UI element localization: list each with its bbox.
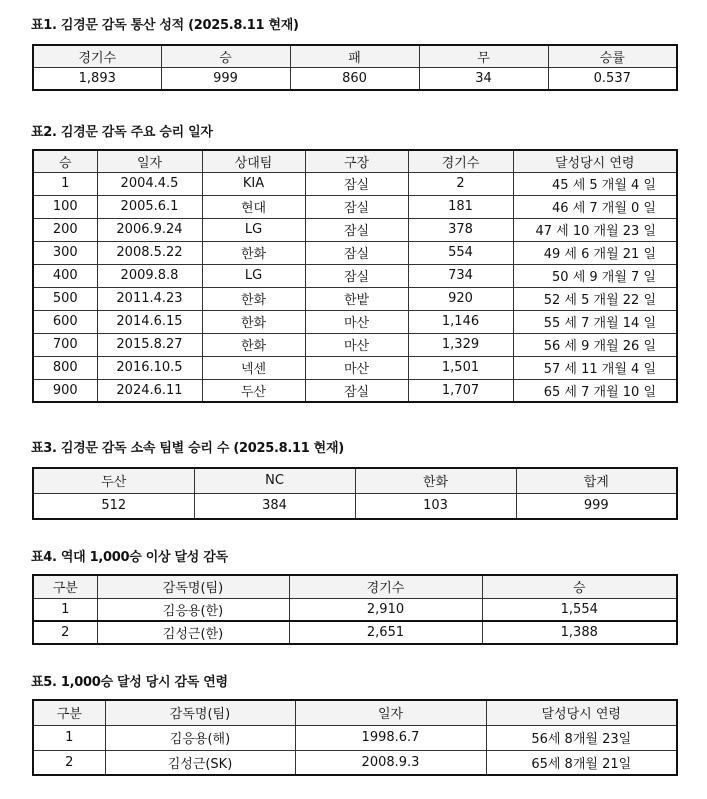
table-cell: 384 bbox=[194, 493, 355, 519]
table-cell: 34 bbox=[419, 67, 548, 90]
table-row bbox=[33, 725, 677, 750]
table-cell: 700 bbox=[33, 333, 97, 356]
table-cell: 한화 bbox=[202, 287, 305, 310]
header-cell: 감독명(팀) bbox=[105, 700, 295, 725]
table-row bbox=[33, 195, 677, 218]
table-cell: 0.537 bbox=[548, 67, 677, 90]
header-cell: 한화 bbox=[355, 468, 516, 493]
table-cell: 넥센 bbox=[202, 356, 305, 379]
table-cell: 한화 bbox=[202, 333, 305, 356]
table-cell: 마산 bbox=[305, 356, 408, 379]
table4-title: 표4. 역대 1,000승 이상 달성 감독 bbox=[31, 550, 228, 565]
table-row bbox=[33, 621, 677, 644]
header-cell: 승 bbox=[33, 150, 97, 172]
table-cell: 860 bbox=[290, 67, 419, 90]
table-cell: 김성근(한) bbox=[97, 621, 289, 644]
table-cell: 49 세 6 개월 21 일 bbox=[513, 241, 677, 264]
header-cell: 패 bbox=[290, 45, 419, 67]
header-cell: 무 bbox=[419, 45, 548, 67]
header-cell: 달성당시 연령 bbox=[513, 150, 677, 172]
table-cell: 2006.9.24 bbox=[97, 218, 202, 241]
table-cell: 2005.6.1 bbox=[97, 195, 202, 218]
table1-career-record bbox=[32, 44, 678, 91]
table-cell: 103 bbox=[355, 493, 516, 519]
header-cell: 승 bbox=[482, 575, 677, 598]
table-cell: 46 세 7 개월 0 일 bbox=[513, 195, 677, 218]
table-cell: 2,651 bbox=[289, 621, 482, 644]
table2-milestone-wins bbox=[32, 149, 678, 403]
table-cell: 400 bbox=[33, 264, 97, 287]
table-cell: 김응용(한) bbox=[97, 598, 289, 621]
table-cell: 잠실 bbox=[305, 218, 408, 241]
header-cell: 감독명(팀) bbox=[97, 575, 289, 598]
header-cell: 구장 bbox=[305, 150, 408, 172]
table-cell: 1,554 bbox=[482, 598, 677, 621]
table-cell: 잠실 bbox=[305, 264, 408, 287]
table-row bbox=[33, 333, 677, 356]
table-cell: 734 bbox=[408, 264, 513, 287]
table4-1000-win-managers bbox=[32, 574, 678, 645]
table-cell: 마산 bbox=[305, 310, 408, 333]
table-cell: 2004.4.5 bbox=[97, 172, 202, 195]
table-row bbox=[33, 379, 677, 402]
table-cell: 378 bbox=[408, 218, 513, 241]
table-cell: KIA bbox=[202, 172, 305, 195]
table-cell: 999 bbox=[161, 67, 290, 90]
table3-title: 표3. 김경문 감독 소속 팀별 승리 수 (2025.8.11 현재) bbox=[31, 441, 344, 456]
table-cell: 2009.8.8 bbox=[97, 264, 202, 287]
table-cell: 김응용(해) bbox=[105, 725, 295, 750]
header-cell: 경기수 bbox=[408, 150, 513, 172]
table-cell: 1998.6.7 bbox=[295, 725, 486, 750]
table-cell: 한화 bbox=[202, 310, 305, 333]
table-cell: 200 bbox=[33, 218, 97, 241]
table-cell: 52 세 5 개월 22 일 bbox=[513, 287, 677, 310]
table-cell: 100 bbox=[33, 195, 97, 218]
table-cell: 600 bbox=[33, 310, 97, 333]
table-cell: 잠실 bbox=[305, 379, 408, 402]
table-cell: 500 bbox=[33, 287, 97, 310]
header-cell: 합계 bbox=[516, 468, 677, 493]
table-cell: 1,146 bbox=[408, 310, 513, 333]
table-row bbox=[33, 241, 677, 264]
table-cell: 잠실 bbox=[305, 241, 408, 264]
table-cell: 55 세 7 개월 14 일 bbox=[513, 310, 677, 333]
table-cell: 1 bbox=[33, 172, 97, 195]
header-cell: 경기수 bbox=[33, 45, 161, 67]
table-cell: 1,707 bbox=[408, 379, 513, 402]
table-row bbox=[33, 218, 677, 241]
table1-title: 표1. 김경문 감독 통산 성적 (2025.8.11 현재) bbox=[31, 18, 299, 33]
header-cell: 구분 bbox=[33, 575, 97, 598]
table-cell: 2014.6.15 bbox=[97, 310, 202, 333]
table-cell: 920 bbox=[408, 287, 513, 310]
table5-age-at-1000-wins bbox=[32, 699, 678, 776]
table-cell: 김성근(SK) bbox=[105, 750, 295, 775]
table-cell: 1,329 bbox=[408, 333, 513, 356]
table2-title: 표2. 김경문 감독 주요 승리 일자 bbox=[31, 125, 213, 140]
table-cell: 한화 bbox=[202, 241, 305, 264]
table-row bbox=[33, 287, 677, 310]
table-cell: 잠실 bbox=[305, 195, 408, 218]
table-cell: 2016.10.5 bbox=[97, 356, 202, 379]
header-cell: 승률 bbox=[548, 45, 677, 67]
table-cell: 554 bbox=[408, 241, 513, 264]
table-cell: 2024.6.11 bbox=[97, 379, 202, 402]
table-cell: 900 bbox=[33, 379, 97, 402]
table-cell: 800 bbox=[33, 356, 97, 379]
table-cell: 2 bbox=[33, 750, 105, 775]
table-row bbox=[33, 750, 677, 775]
table-cell: 2,910 bbox=[289, 598, 482, 621]
table-cell: 181 bbox=[408, 195, 513, 218]
table-cell: LG bbox=[202, 218, 305, 241]
table-cell: 2 bbox=[408, 172, 513, 195]
header-cell: 두산 bbox=[33, 468, 194, 493]
header-cell: 일자 bbox=[295, 700, 486, 725]
table-cell: 50 세 9 개월 7 일 bbox=[513, 264, 677, 287]
table5-title: 표5. 1,000승 달성 당시 감독 연령 bbox=[31, 675, 228, 690]
table-cell: 2008.9.3 bbox=[295, 750, 486, 775]
table-row bbox=[33, 598, 677, 621]
header-cell: 구분 bbox=[33, 700, 105, 725]
table-cell: 45 세 5 개월 4 일 bbox=[513, 172, 677, 195]
table-cell: 65세 8개월 21일 bbox=[486, 750, 677, 775]
header-cell: 일자 bbox=[97, 150, 202, 172]
table-cell: 300 bbox=[33, 241, 97, 264]
table-cell: 2015.8.27 bbox=[97, 333, 202, 356]
table3-wins-by-team bbox=[32, 467, 678, 520]
table-cell: 2011.4.23 bbox=[97, 287, 202, 310]
table-row bbox=[33, 172, 677, 195]
table-cell: 56 세 9 개월 26 일 bbox=[513, 333, 677, 356]
table-cell: 두산 bbox=[202, 379, 305, 402]
table-cell: 65 세 7 개월 10 일 bbox=[513, 379, 677, 402]
table-cell: 잠실 bbox=[305, 172, 408, 195]
table-cell: 한밭 bbox=[305, 287, 408, 310]
table-cell: 1 bbox=[33, 725, 105, 750]
header-cell: NC bbox=[194, 468, 355, 493]
table-cell: 56세 8개월 23일 bbox=[486, 725, 677, 750]
table-cell: 47 세 10 개월 23 일 bbox=[513, 218, 677, 241]
table-cell: 1,501 bbox=[408, 356, 513, 379]
table-cell: 2 bbox=[33, 621, 97, 644]
table-cell: 999 bbox=[516, 493, 677, 519]
table-cell: 1,388 bbox=[482, 621, 677, 644]
header-cell: 경기수 bbox=[289, 575, 482, 598]
table-cell: 1,893 bbox=[33, 67, 161, 90]
table-cell: 2008.5.22 bbox=[97, 241, 202, 264]
header-cell: 달성당시 연령 bbox=[486, 700, 677, 725]
table-cell: 현대 bbox=[202, 195, 305, 218]
table-cell: LG bbox=[202, 264, 305, 287]
header-cell: 승 bbox=[161, 45, 290, 67]
header-cell: 상대팀 bbox=[202, 150, 305, 172]
table-row bbox=[33, 310, 677, 333]
table-cell: 1 bbox=[33, 598, 97, 621]
table-row bbox=[33, 264, 677, 287]
table-cell: 57 세 11 개월 4 일 bbox=[513, 356, 677, 379]
table-cell: 마산 bbox=[305, 333, 408, 356]
table-row bbox=[33, 356, 677, 379]
table-cell: 512 bbox=[33, 493, 194, 519]
